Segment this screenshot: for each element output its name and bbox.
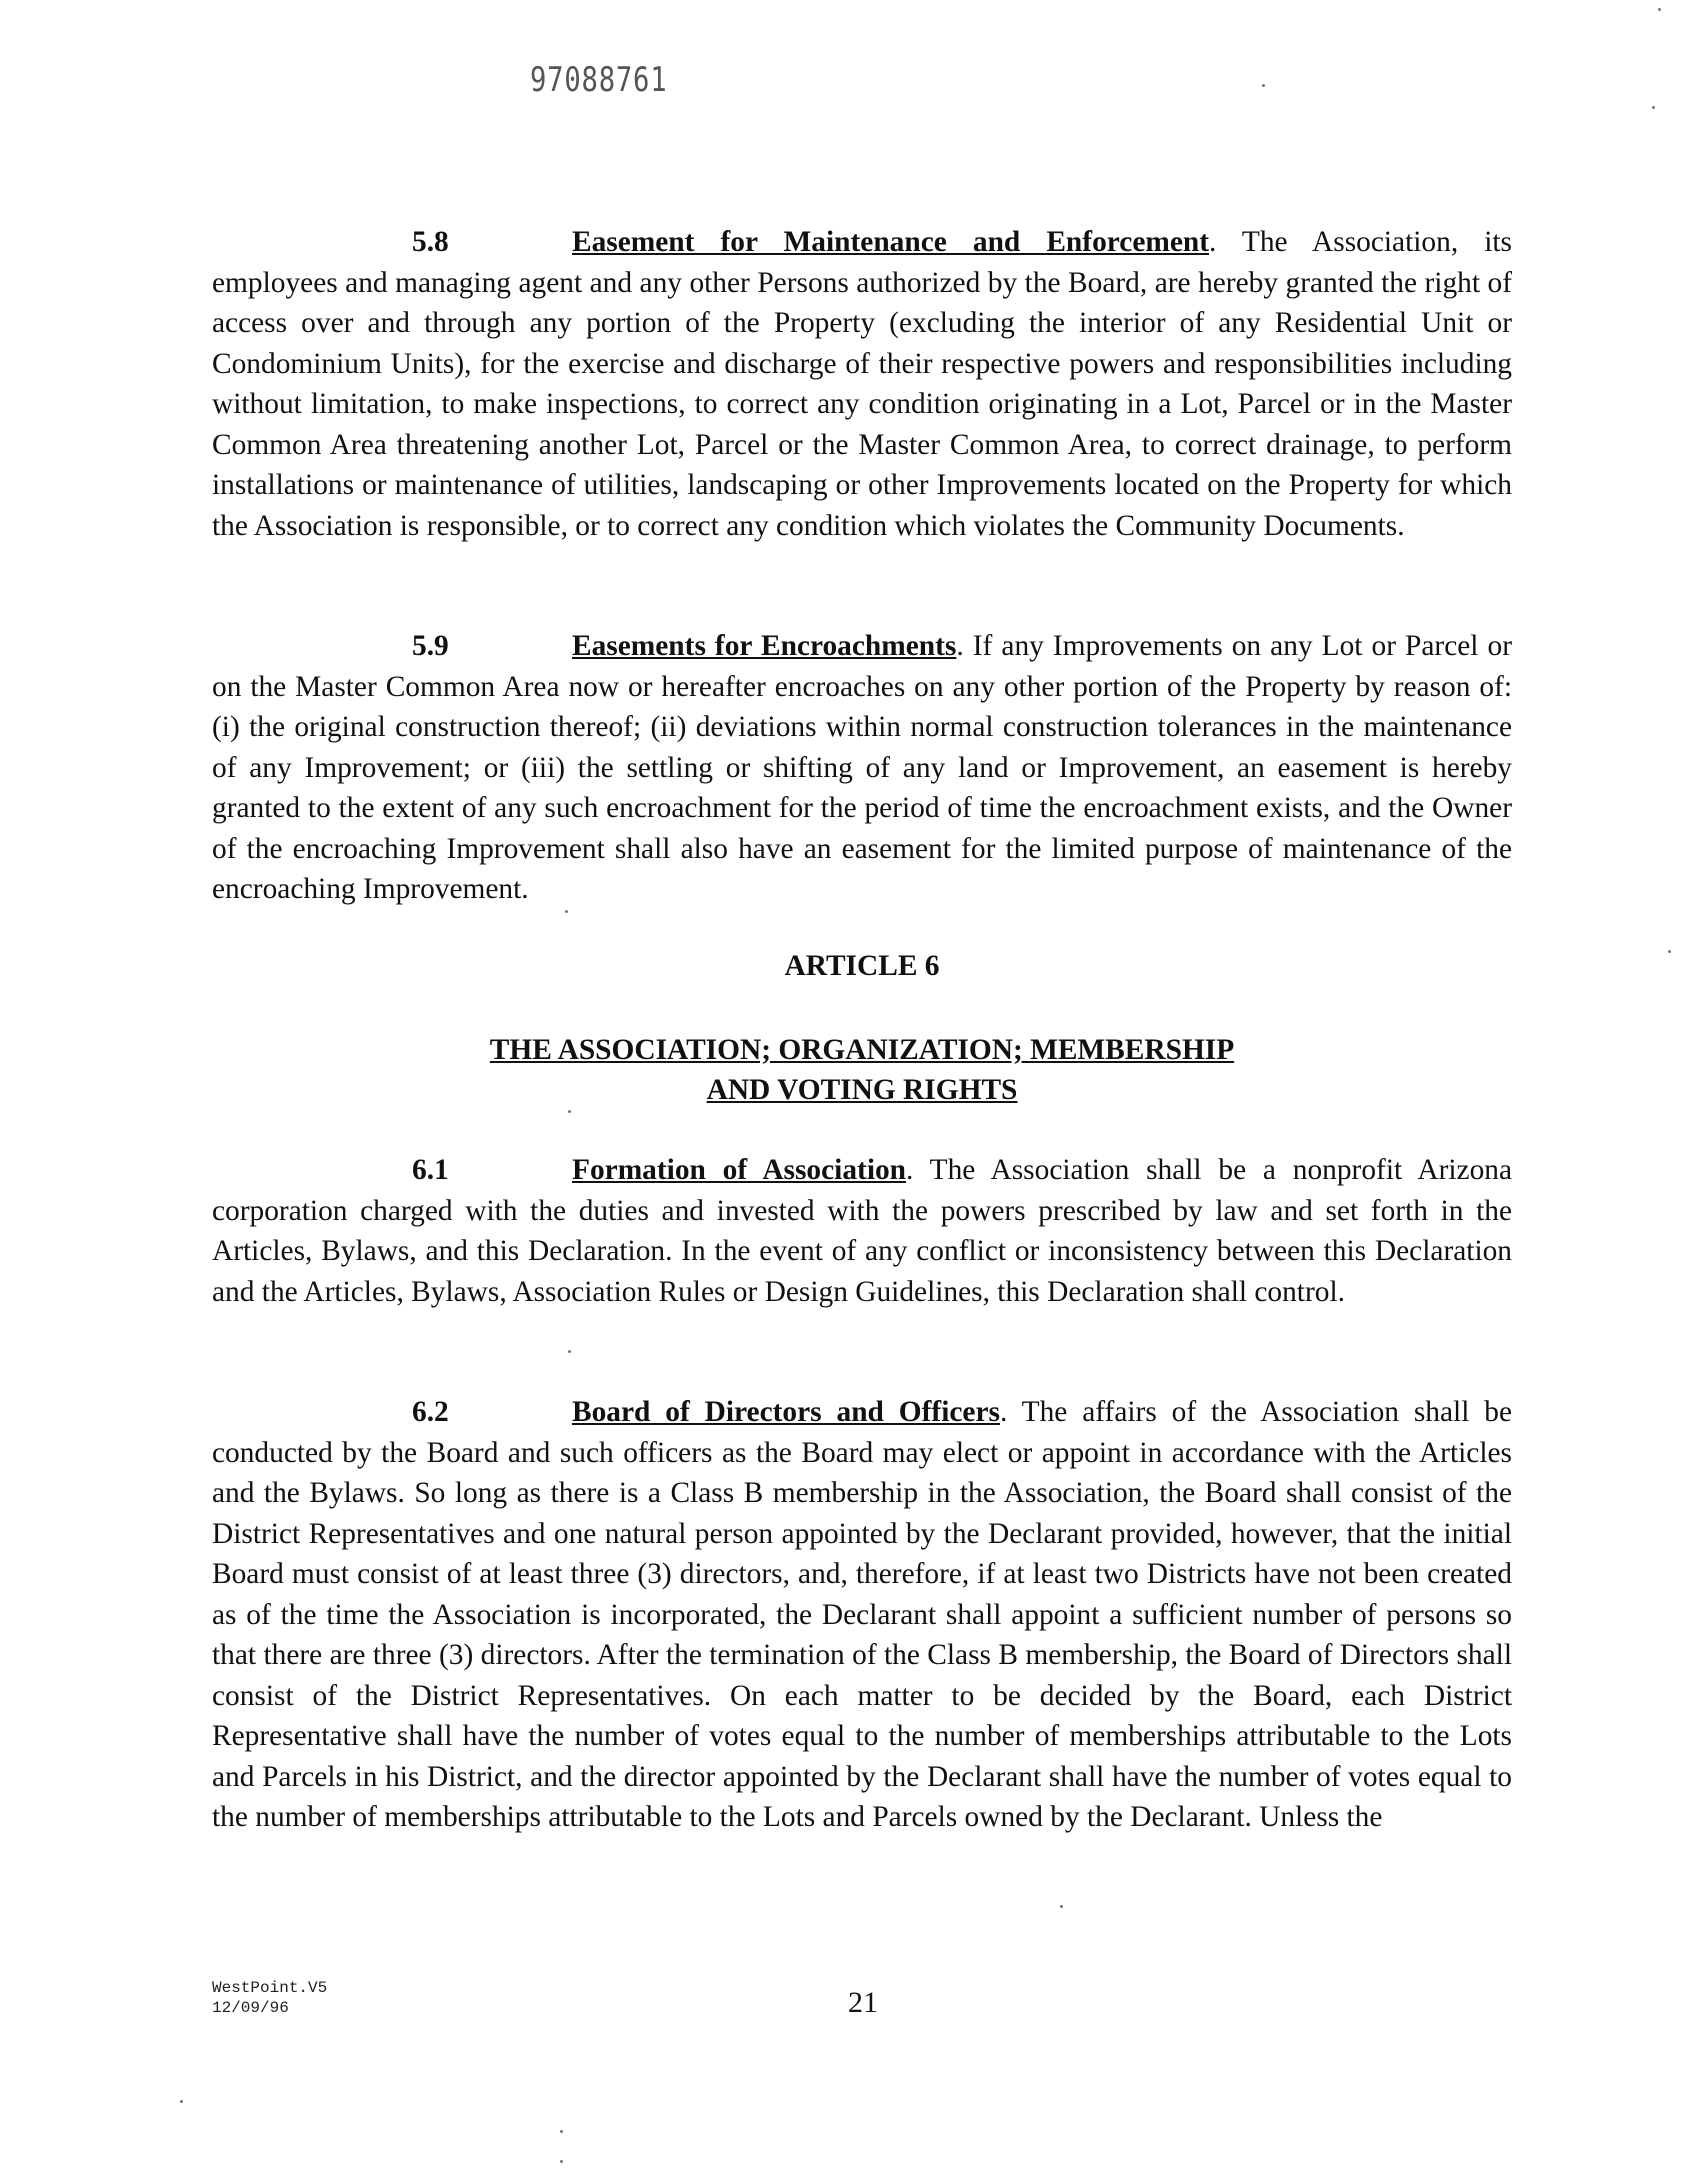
scan-speck bbox=[1060, 1905, 1063, 1908]
scan-speck bbox=[568, 1350, 571, 1353]
section-body: . The Association shall be a nonprofit Arizona corporation charged with the duties and invested with the powers prescribed by law and set forth in the Articles, Bylaws, and this Declaration. In the event of any conflict or inconsistency between this Declaration and the Articles, Bylaws, Association Rules or Design Guidelines, this Declaration shall control. bbox=[212, 1154, 1512, 1308]
section-body: . The Association, its employees and managing agent and any other Persons authorized by the Board, are hereby granted the right of access over and through any portion of the Property (excluding the interior of any Residential Unit or Condominium Units), for the exercise and discharge of their respective powers and responsibilities including without limitation, to make inspections, to correct any condition originating in a Lot, Parcel or in the Master Common Area threatening another Lot, Parcel or the Master Common Area, to correct drainage, to perform installations or maintenance of utilities, landscaping or other Improvements located on the Property for which the Association is responsible, or to correct any condition which violates the Community Documents. bbox=[212, 226, 1512, 542]
section-title: Formation of Association bbox=[572, 1154, 907, 1186]
article-title-line-2: AND VOTING RIGHTS bbox=[706, 1074, 1018, 1106]
scan-speck bbox=[560, 2160, 563, 2163]
section-number: 6.1 bbox=[412, 1154, 449, 1186]
section-number: 5.9 bbox=[412, 630, 449, 662]
section-number: 6.2 bbox=[412, 1396, 449, 1428]
section-title: Easements for Encroachments bbox=[572, 630, 957, 662]
scan-speck bbox=[1652, 106, 1655, 109]
scan-speck bbox=[568, 1110, 571, 1113]
recording-stamp-number: 97088761 bbox=[530, 60, 668, 100]
scan-speck bbox=[180, 2100, 183, 2103]
section-title: Board of Directors and Officers bbox=[572, 1396, 1000, 1428]
section-5-8 bbox=[212, 222, 1512, 546]
section-body: . If any Improvements on any Lot or Parcel or on the Master Common Area now or hereafter encroaches on any other portion of the Property by reason of: (i) the original construction thereof; (ii) deviations within normal construction tolerances in the maintenance of any Improvement; or (iii) the settling or shifting of any land or Improvement, an easement is hereby granted to the extent of any such encroachment for the period of time the encroachment exists, and the Owner of the encroaching Improvement shall also have an easement for the limited purpose of maintenance of the encroaching Improvement. bbox=[212, 630, 1512, 905]
footer-doc-name: WestPoint.V5 bbox=[212, 1979, 328, 1997]
section-title: Easement for Maintenance and Enforcement bbox=[572, 226, 1210, 258]
section-number: 5.8 bbox=[412, 226, 449, 258]
scan-speck bbox=[1262, 84, 1265, 87]
scan-speck bbox=[1668, 950, 1671, 953]
page-number: 21 bbox=[848, 1986, 878, 2019]
section-body: . The affairs of the Association shall be conducted by the Board and such officers as the Board may elect or appoint in accordance with the Articles and the Bylaws. So long as there is a Class B membership in the Association, the Board shall consist of the District Representatives and one natural person appointed by the Declarant provided, however, that the initial Board must consist of at least three (3) directors, and, therefore, if at least two Districts have not been created as of the time the Association is incorporated, the Declarant shall appoint a sufficient number of persons so that there are three (3) directors. After the termination of the Class B membership, the Board of Directors shall consist of the District Representatives. On each matter to be decided by the Board, each District Representative shall have the number of votes equal to the number of memberships attributable to the Lots and Parcels in his District, and the director appointed by the Declarant shall have the number of votes equal to the number of memberships attributable to the Lots and Parcels owned by the Declarant. Unless the bbox=[212, 1396, 1512, 1833]
article-title-line-1: THE ASSOCIATION; ORGANIZATION; MEMBERSHIP bbox=[489, 1034, 1235, 1066]
scan-speck bbox=[1658, 8, 1661, 11]
footer-date: 12/09/96 bbox=[212, 1999, 289, 2017]
article-heading: ARTICLE 6 bbox=[784, 950, 940, 982]
section-6-2 bbox=[212, 1392, 1512, 1838]
scan-speck bbox=[565, 910, 568, 913]
section-5-9 bbox=[212, 626, 1512, 910]
scan-speck bbox=[560, 2130, 563, 2133]
section-6-1 bbox=[212, 1150, 1512, 1312]
